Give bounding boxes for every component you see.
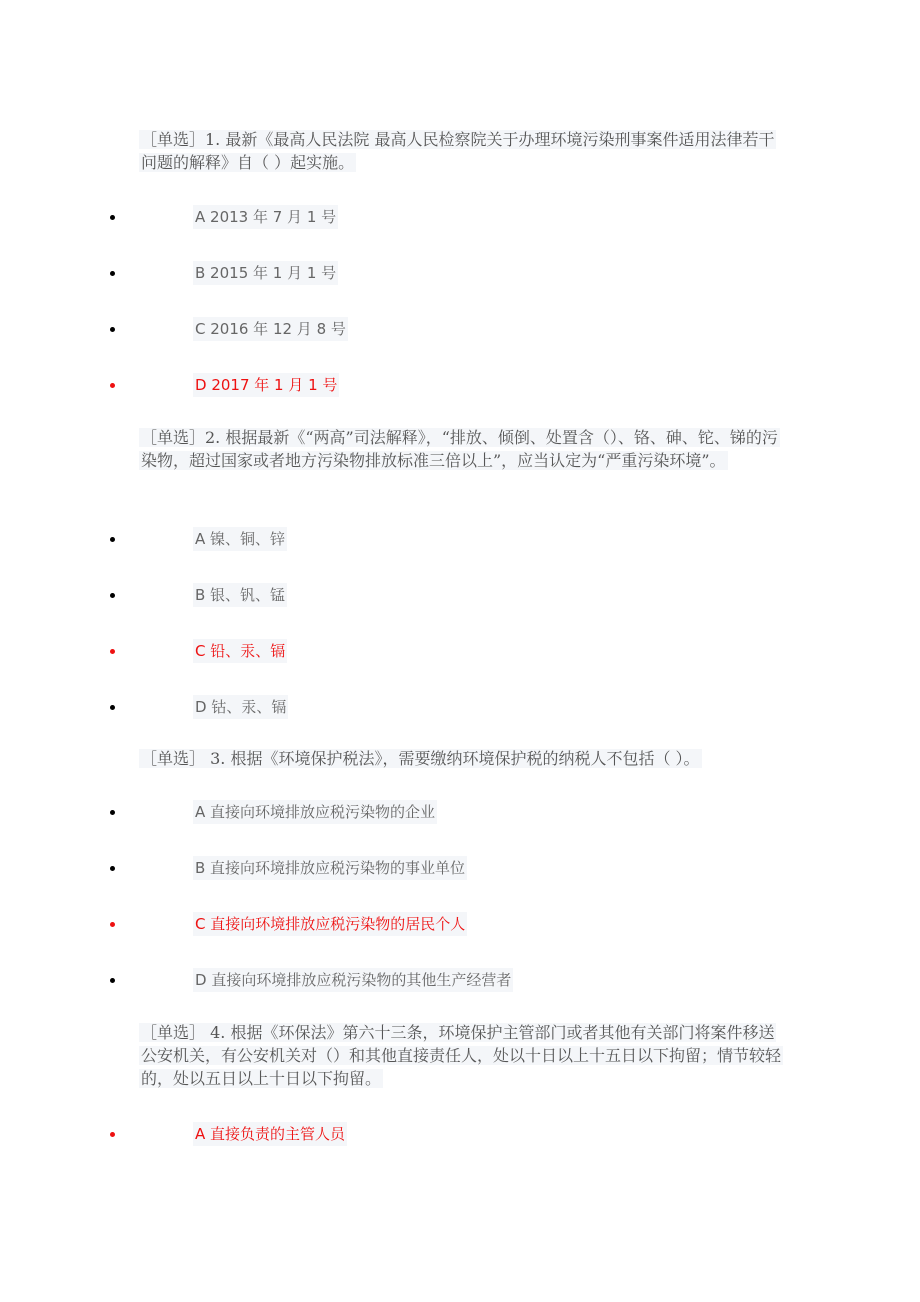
option-text: D 钴、汞、镉: [193, 695, 288, 719]
option-text: A 直接负责的主管人员: [193, 1122, 347, 1146]
option-text: B 直接向环境排放应税污染物的事业单位: [193, 856, 467, 880]
bullet-icon: [110, 383, 115, 388]
option-text: B 2015 年 1 月 1 号: [193, 261, 338, 285]
bullet-icon: [110, 649, 115, 654]
bullet-icon: [110, 593, 115, 598]
bullet-icon: [110, 271, 115, 276]
bullet-icon: [110, 866, 115, 871]
option-text: A 2013 年 7 月 1 号: [193, 205, 338, 229]
option-text: D 直接向环境排放应税污染物的其他生产经营者: [193, 968, 513, 992]
option-text: A 镍、铜、锌: [193, 527, 287, 551]
bullet-icon: [110, 537, 115, 542]
bullet-icon: [110, 215, 115, 220]
question-text: ［单选］ 4. 根据《环保法》第六十三条，环境保护主管部门或者其他有关部门将案件移送公安机关，有公安机关对（）和其他直接责任人，处以十日以上十五日以下拘留；情节较轻的，处以五日以上十日以下拘留。: [141, 1023, 782, 1088]
question-text: ［单选］2. 根据最新《“两高”司法解释》，“排放、倾倒、处置含（）、铬、砷、铊、锑的污染物，超过国家或者地方污染物排放标准三倍以上”，应当认定为“严重污染环境”。: [141, 428, 778, 470]
bullet-icon: [110, 810, 115, 815]
question-1-stem: [139, 128, 784, 174]
question-3-stem: [139, 747, 784, 770]
question-text: ［单选］ 3. 根据《环境保护税法》，需要缴纳环境保护税的纳税人不包括（ ）。: [141, 749, 700, 768]
question-2-stem: [139, 426, 784, 472]
option-text: D 2017 年 1 月 1 号: [193, 373, 339, 397]
option-text: A 直接向环境排放应税污染物的企业: [193, 800, 437, 824]
option-text: C 直接向环境排放应税污染物的居民个人: [193, 912, 467, 936]
bullet-icon: [110, 327, 115, 332]
option-text: C 2016 年 12 月 8 号: [193, 317, 348, 341]
question-4-stem: [139, 1021, 784, 1090]
bullet-icon: [110, 922, 115, 927]
bullet-icon: [110, 705, 115, 710]
option-text: B 银、钒、锰: [193, 583, 287, 607]
option-text: C 铅、汞、镉: [193, 639, 287, 663]
question-text: ［单选］1. 最新《最高人民法院 最高人民检察院关于办理环境污染刑事案件适用法律若干问题的解释》自（ ）起实施。: [141, 130, 775, 172]
bullet-icon: [110, 1132, 115, 1137]
bullet-icon: [110, 978, 115, 983]
